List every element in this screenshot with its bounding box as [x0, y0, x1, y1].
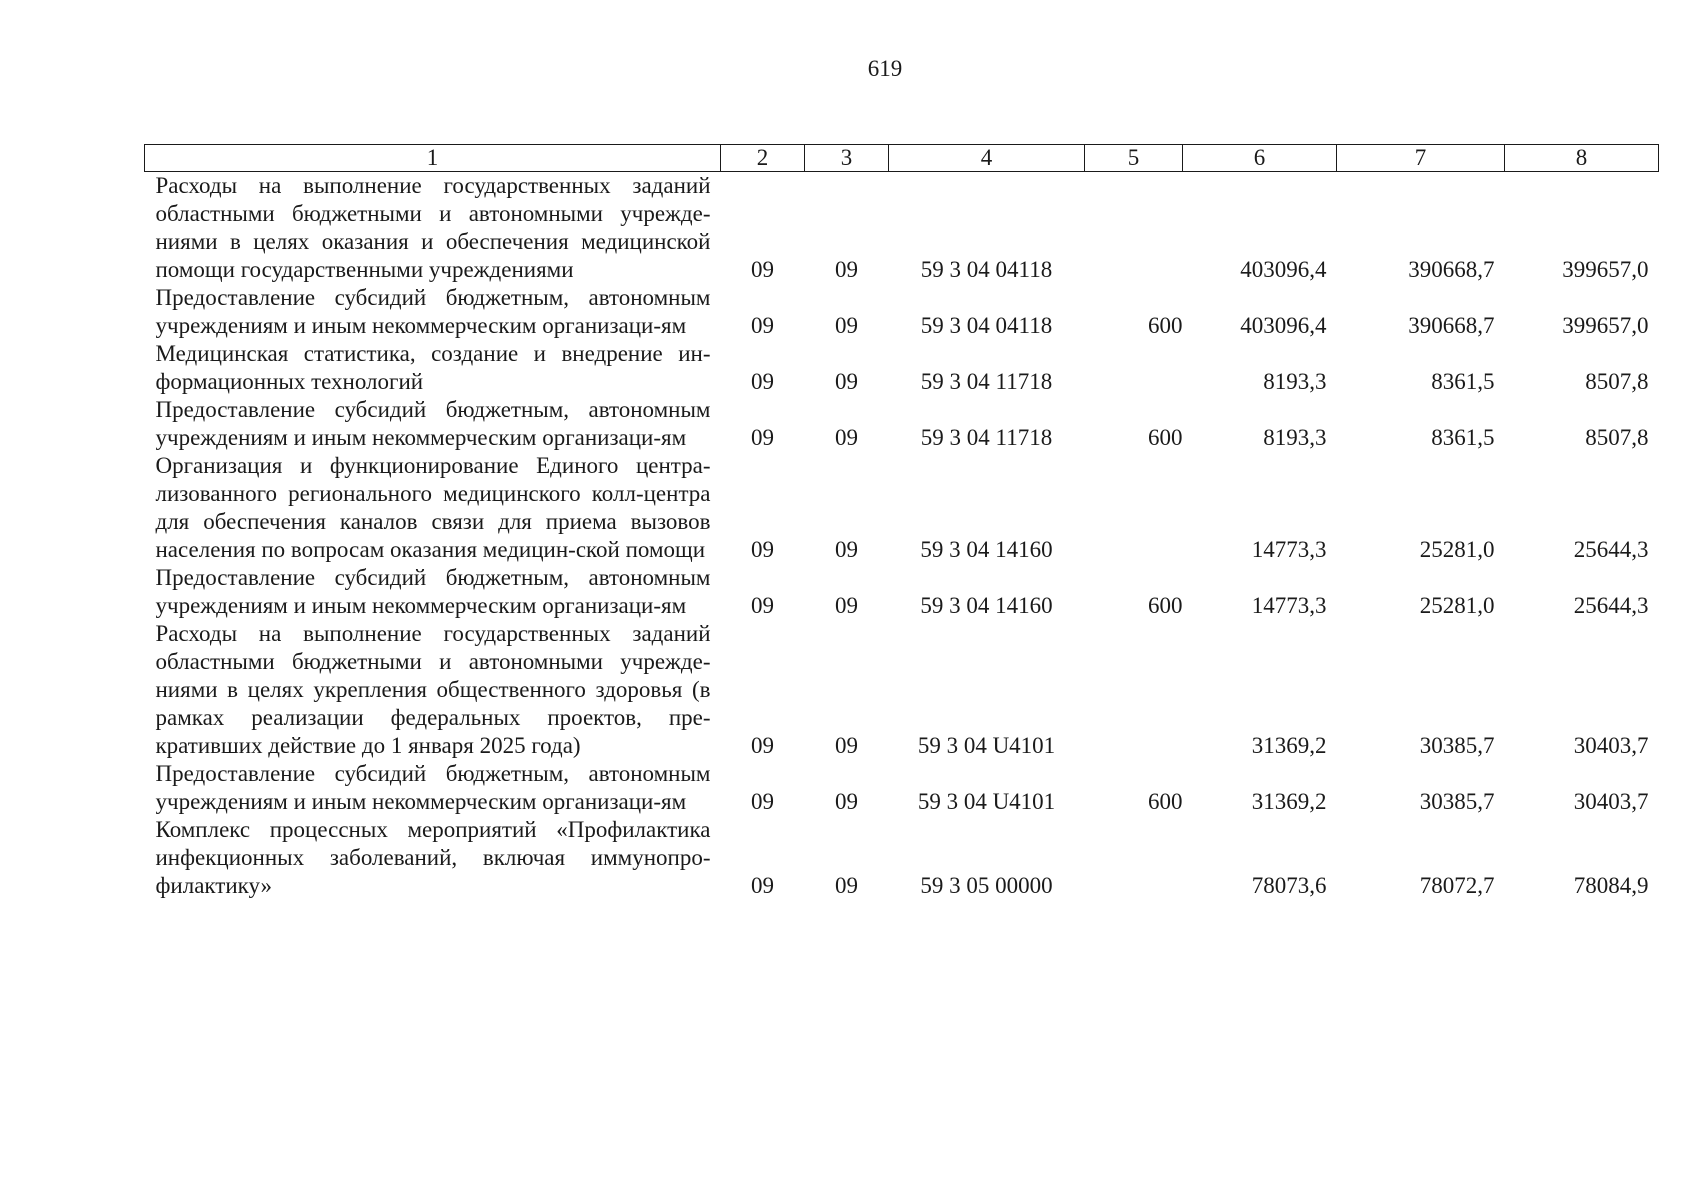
- row-target-article: 59 3 04 11718: [920, 369, 1053, 394]
- row-subsection-code: 09: [835, 733, 858, 758]
- row-amount-col6: 403096,4: [1240, 313, 1327, 338]
- row-section-code: 09: [751, 537, 774, 562]
- table-row: [145, 564, 1659, 620]
- row-section-code: 09: [751, 313, 774, 338]
- row-description: Предоставление субсидий бюджетным, автономным учреждениям и иным некоммерческим организаци-ям: [155, 761, 711, 814]
- row-amount-col7: 25281,0: [1419, 593, 1495, 618]
- row-expense-type: [1085, 816, 1183, 900]
- row-amount-col8: 25644,3: [1573, 593, 1649, 618]
- row-description: Организация и функционирование Единого центра-лизованного регионального медицинского колл-центра для обеспечения каналов связи для приема вызовов населения по вопросам оказания медицин-ской помощи: [155, 453, 711, 562]
- row-amount-col7: 8361,5: [1431, 369, 1495, 394]
- row-amount-col7: 78072,7: [1419, 873, 1495, 898]
- row-amount-col7: 390668,7: [1408, 257, 1495, 282]
- row-subsection-code: 09: [835, 257, 858, 282]
- row-section-code: 09: [751, 369, 774, 394]
- row-amount-col6: 14773,3: [1251, 593, 1327, 618]
- table-row: [145, 760, 1659, 816]
- row-amount-col6: 8193,3: [1263, 369, 1327, 394]
- row-target-article: 59 3 05 00000: [920, 873, 1053, 898]
- row-amount-col8: 25644,3: [1573, 537, 1649, 562]
- row-description: Комплекс процессных мероприятий «Профилактика инфекционных заболеваний, включая иммунопро-филактику»: [155, 817, 711, 898]
- row-target-article: 59 3 04 U4101: [917, 733, 1056, 758]
- row-amount-col7: 30385,7: [1419, 733, 1495, 758]
- table-row: [145, 452, 1659, 564]
- table-row: [145, 620, 1659, 760]
- column-header-5: 5: [1085, 145, 1183, 172]
- column-header-8: 8: [1505, 145, 1659, 172]
- row-subsection-code: 09: [835, 789, 858, 814]
- row-expense-type: [1085, 172, 1183, 285]
- row-amount-col6: 31369,2: [1251, 733, 1327, 758]
- row-target-article: 59 3 04 11718: [920, 425, 1053, 450]
- row-expense-type: 600: [1148, 313, 1183, 338]
- row-expense-type: [1085, 452, 1183, 564]
- column-header-6: 6: [1183, 145, 1337, 172]
- table-row: [145, 396, 1659, 452]
- row-description: Расходы на выполнение государственных заданий областными бюджетными и автономными учрежде-ниями в целях оказания и обеспечения медицинской помощи государственными учреждениями: [155, 173, 711, 282]
- row-amount-col6: 403096,4: [1240, 257, 1327, 282]
- row-expense-type: 600: [1148, 593, 1183, 618]
- row-amount-col6: 78073,6: [1251, 873, 1327, 898]
- row-subsection-code: 09: [835, 425, 858, 450]
- row-target-article: 59 3 04 14160: [920, 593, 1053, 618]
- row-amount-col7: 8361,5: [1431, 425, 1495, 450]
- table-row: [145, 340, 1659, 396]
- row-description: Предоставление субсидий бюджетным, автономным учреждениям и иным некоммерческим организаци-ям: [155, 285, 711, 338]
- row-expense-type: [1085, 340, 1183, 396]
- row-expense-type: 600: [1148, 789, 1183, 814]
- page-number: 619: [867, 56, 903, 81]
- column-number-row: [145, 145, 1659, 172]
- row-subsection-code: 09: [835, 369, 858, 394]
- table-header: [145, 145, 1659, 172]
- row-target-article: 59 3 04 14160: [920, 537, 1053, 562]
- row-description: Предоставление субсидий бюджетным, автономным учреждениям и иным некоммерческим организаци-ям: [155, 565, 711, 618]
- row-amount-col7: 30385,7: [1419, 789, 1495, 814]
- table-row: [145, 816, 1659, 900]
- row-amount-col8: 30403,7: [1573, 733, 1649, 758]
- row-amount-col6: 8193,3: [1263, 425, 1327, 450]
- column-header-1: 1: [145, 145, 721, 172]
- row-expense-type: 600: [1148, 425, 1183, 450]
- row-target-article: 59 3 04 04118: [920, 313, 1053, 338]
- row-expense-type: [1085, 620, 1183, 760]
- row-subsection-code: 09: [835, 873, 858, 898]
- row-section-code: 09: [751, 257, 774, 282]
- row-amount-col8: 8507,8: [1585, 369, 1649, 394]
- column-header-4: 4: [889, 145, 1085, 172]
- row-subsection-code: 09: [835, 537, 858, 562]
- budget-table: [144, 144, 1659, 900]
- column-header-2: 2: [721, 145, 805, 172]
- row-subsection-code: 09: [835, 593, 858, 618]
- table-body: [145, 172, 1659, 901]
- row-section-code: 09: [751, 593, 774, 618]
- column-header-7: 7: [1337, 145, 1505, 172]
- row-amount-col7: 25281,0: [1419, 537, 1495, 562]
- column-header-3: 3: [805, 145, 889, 172]
- row-amount-col8: 399657,0: [1562, 313, 1649, 338]
- row-amount-col8: 399657,0: [1562, 257, 1649, 282]
- row-subsection-code: 09: [835, 313, 858, 338]
- row-amount-col8: 8507,8: [1585, 425, 1649, 450]
- row-target-article: 59 3 04 04118: [920, 257, 1053, 282]
- row-amount-col7: 390668,7: [1408, 313, 1495, 338]
- row-section-code: 09: [751, 873, 774, 898]
- table-row: [145, 284, 1659, 340]
- row-description: Предоставление субсидий бюджетным, автономным учреждениям и иным некоммерческим организаци-ям: [155, 397, 711, 450]
- row-description: Медицинская статистика, создание и внедрение ин-формационных технологий: [155, 341, 711, 394]
- row-amount-col8: 30403,7: [1573, 789, 1649, 814]
- row-section-code: 09: [751, 789, 774, 814]
- row-amount-col6: 14773,3: [1251, 537, 1327, 562]
- row-target-article: 59 3 04 U4101: [917, 789, 1056, 814]
- row-amount-col8: 78084,9: [1573, 873, 1649, 898]
- row-section-code: 09: [751, 425, 774, 450]
- row-section-code: 09: [751, 733, 774, 758]
- row-amount-col6: 31369,2: [1251, 789, 1327, 814]
- row-description: Расходы на выполнение государственных заданий областными бюджетными и автономными учрежде-ниями в целях укрепления общественного здоровья (в рамках реализации федеральных проектов, пре-кративших действие до 1 января 2025 года): [155, 621, 711, 758]
- table-row: [145, 172, 1659, 285]
